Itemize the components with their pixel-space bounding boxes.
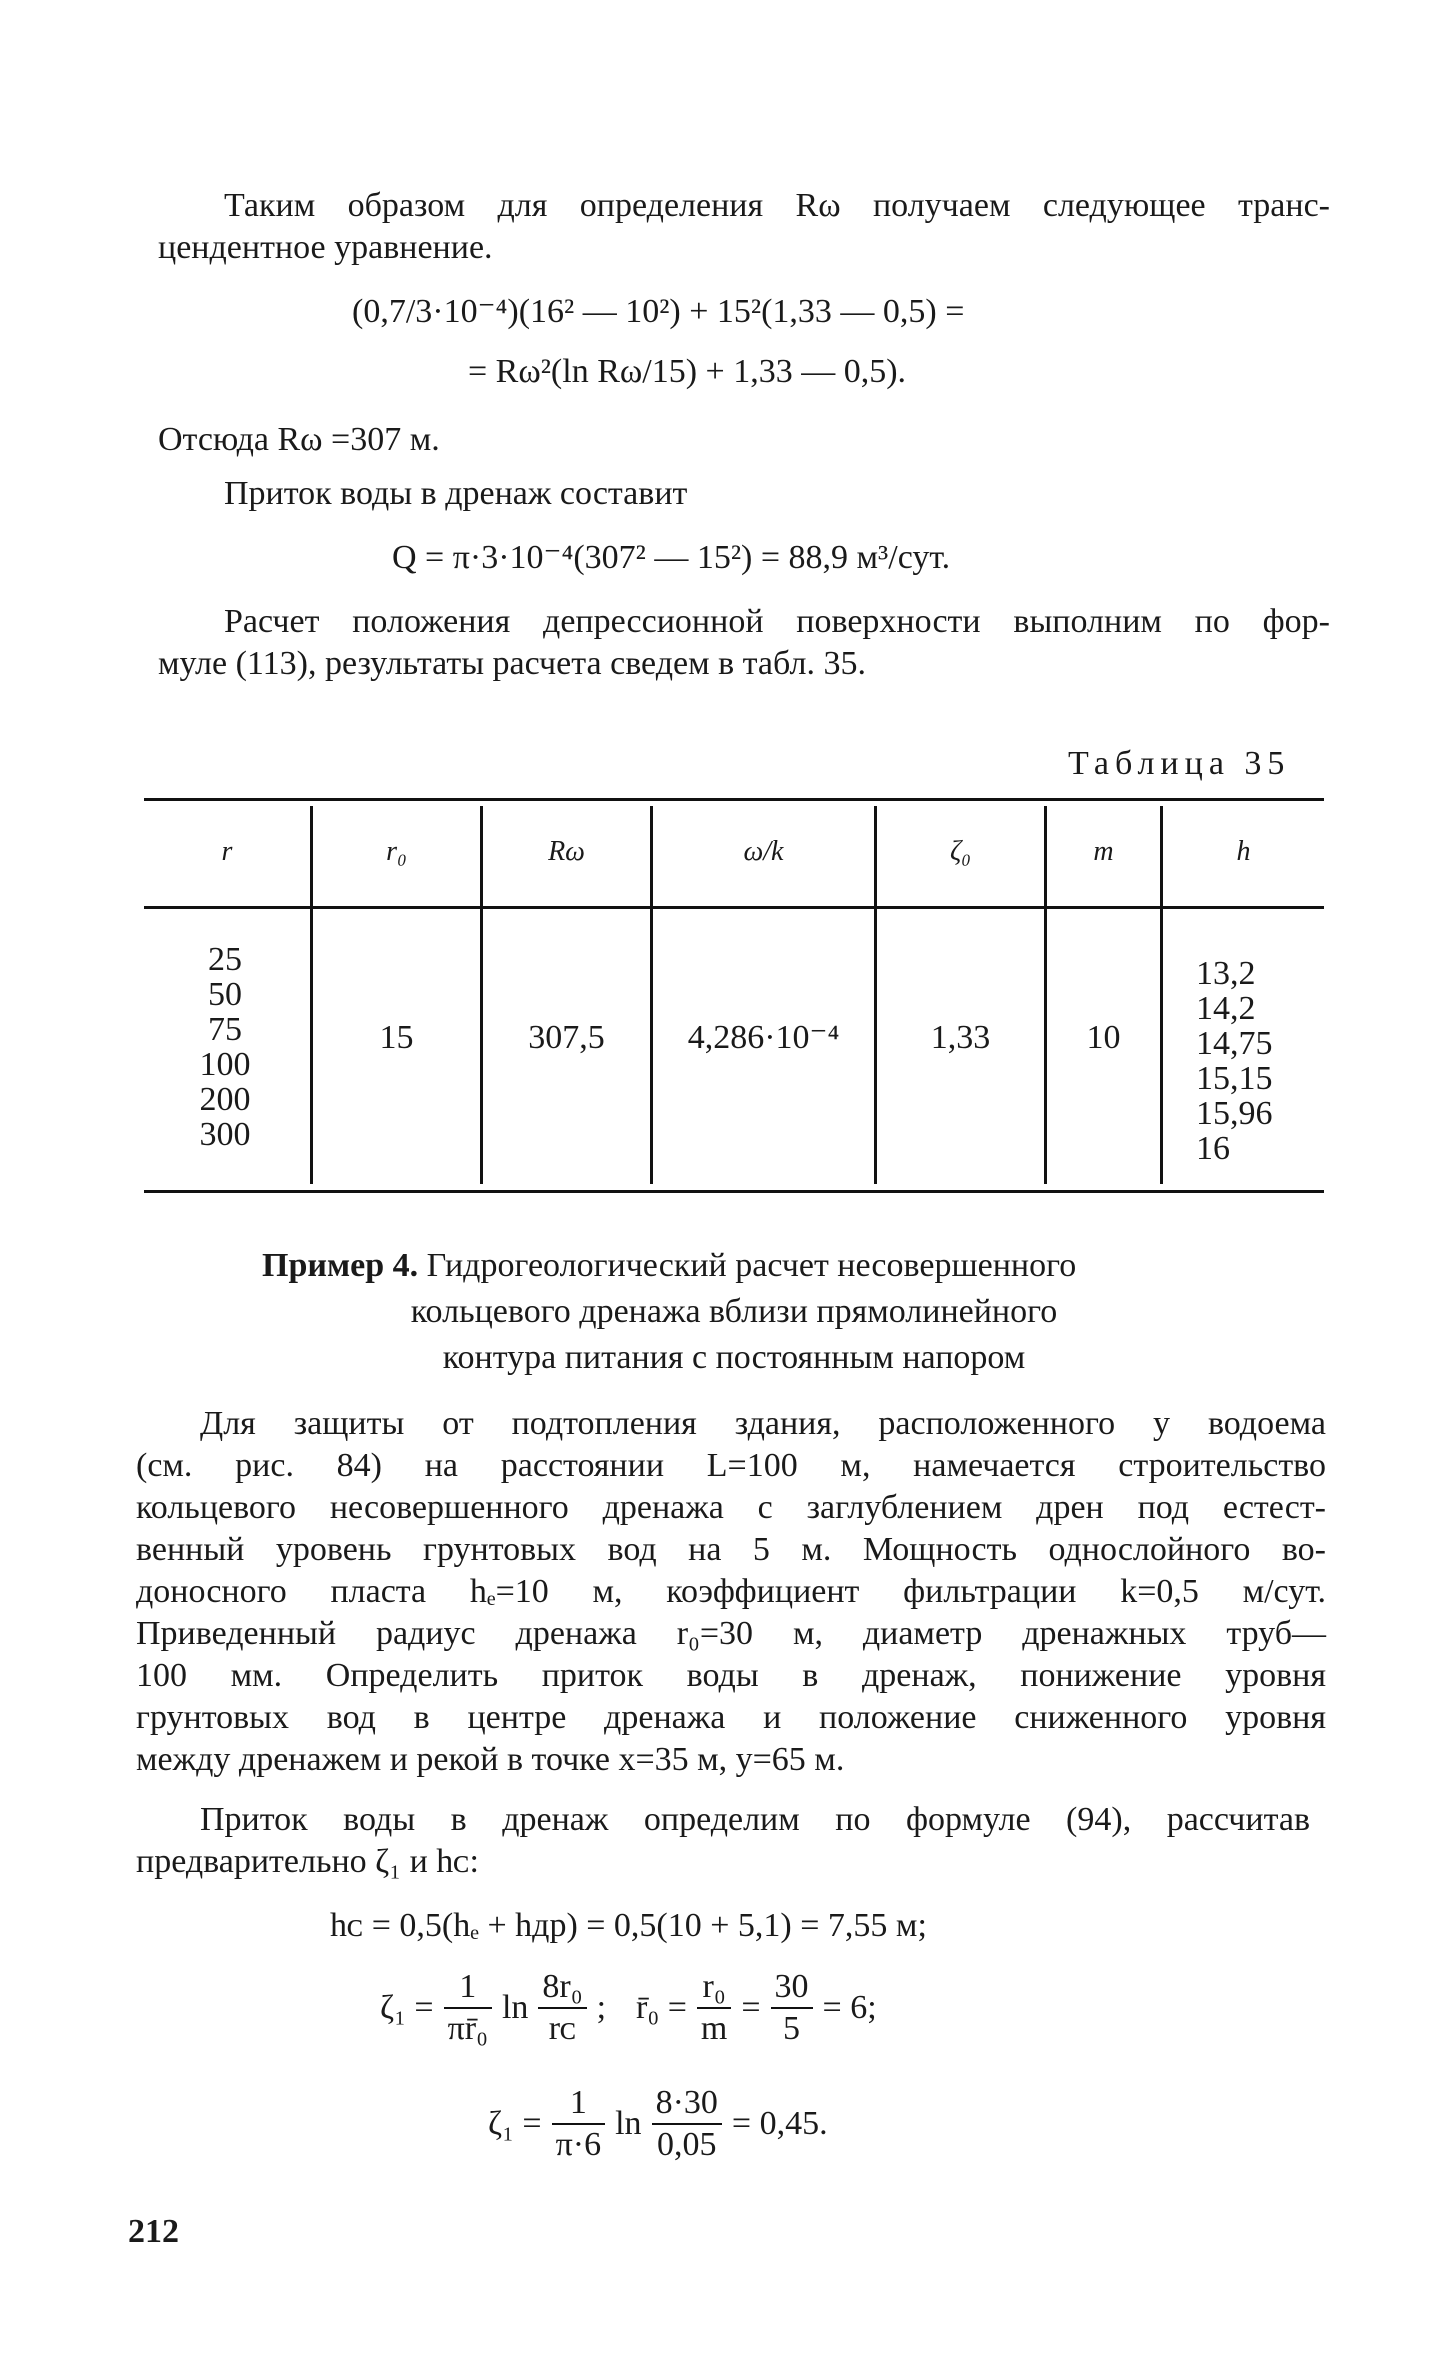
table-cell: 75	[208, 1011, 242, 1048]
table-header-cell: m	[1093, 836, 1114, 867]
equation-text: = 0,45.	[731, 2105, 828, 2142]
table-cell-m: 10	[1086, 1019, 1121, 1056]
table-header-rule	[144, 906, 1324, 909]
result-line: Отсюда Rω =307 м.	[158, 421, 440, 458]
table-caption: Таблица 35	[1068, 745, 1291, 782]
page-number: 212	[128, 2213, 179, 2250]
paragraph-line: предварительно ζ₁ и hᴄ:	[136, 1843, 479, 1880]
paragraph-line: 100 мм. Определить приток воды в дренаж, понижение уровня	[136, 1657, 1326, 1694]
table-cell: 14,75	[1196, 1025, 1273, 1062]
fraction-denominator: 5	[783, 2010, 801, 2047]
equation-line: Q = π·3·10⁻⁴(307² — 15²) = 88,9 м³/сут.	[392, 539, 951, 576]
table-cell: 15,96	[1196, 1095, 1273, 1132]
fraction-numerator: 1	[552, 2083, 606, 2125]
fraction-denominator: 0,05	[656, 2126, 717, 2163]
table-cell: 13,2	[1196, 955, 1256, 992]
table-cell: 16	[1196, 1130, 1230, 1167]
example-title: кольцевого дренажа вблизи прямолинейного	[410, 1293, 1058, 1330]
table-header-cell: ω/k	[743, 836, 784, 867]
paragraph-line: между дренажем и рекой в точке x=35 м, y=65 м.	[136, 1741, 845, 1778]
fraction-numerator: 8r₀	[538, 1967, 586, 2009]
fraction-denominator: m	[700, 2010, 728, 2047]
equation-zeta-result	[488, 2076, 828, 2172]
equation-line: (0,7/3·10⁻⁴)(16² — 10²) + 15²(1,33 — 0,5) =	[352, 293, 965, 330]
table-column-h	[1196, 956, 1296, 1166]
paragraph-line: Расчет положения депрессионной поверхности выполним по фор-	[224, 603, 1330, 640]
equation-text: r̄₀ =	[636, 1989, 687, 2026]
equation-text: = 6;	[822, 1989, 877, 2026]
table-cell: 14,2	[1196, 990, 1256, 1027]
paragraph-line: Таким образом для определения Rω получаем следующее транс-	[224, 187, 1330, 224]
table-cell: 15,15	[1196, 1060, 1273, 1097]
fraction	[652, 2083, 722, 2165]
equation-text: =	[741, 1989, 761, 2026]
paragraph-line: муле (113), результаты расчета сведем в табл. 35.	[158, 645, 866, 682]
table-header-cell: h	[1236, 836, 1251, 867]
table-cell: 50	[208, 976, 242, 1013]
table-cell: 25	[208, 941, 242, 978]
example-label: Пример 4.	[262, 1247, 419, 1284]
paragraph-line: кольцевого несовершенного дренажа с заглублением дрен под естест-	[136, 1489, 1326, 1526]
example-heading	[262, 1246, 1076, 1286]
fraction-denominator: π·6	[555, 2126, 602, 2163]
table-header-cell: r	[221, 836, 233, 867]
fraction	[771, 1967, 813, 2049]
table-cell: 200	[199, 1081, 251, 1118]
fraction-numerator: 1	[444, 1967, 492, 2009]
paragraph-line: Приведенный радиус дренажа r₀=30 м, диаметр дренажных труб—	[136, 1615, 1326, 1652]
equation-text: ζ₁ =	[488, 2105, 542, 2142]
table-bottom-rule	[144, 1190, 1324, 1193]
fraction-denominator: rᴄ	[548, 2010, 577, 2047]
equation-zeta-definition	[380, 1960, 877, 2056]
example-title: контура питания с постоянным напором	[442, 1339, 1026, 1376]
fraction-numerator: r₀	[697, 1967, 731, 2009]
equation-text: ln	[501, 1989, 529, 2026]
paragraph-line: венный уровень грунтовых вод на 5 м. Мощность однослойного во-	[136, 1531, 1326, 1568]
paragraph-line: доносного пласта hₑ=10 м, коэффициент фильтрации k=0,5 м/сут.	[136, 1573, 1326, 1610]
fraction	[444, 1967, 492, 2049]
table-cell-omega-k: 4,286·10⁻⁴	[687, 1019, 840, 1056]
fraction-denominator: πr̄₀	[447, 2010, 488, 2047]
equation-text: ln	[615, 2105, 642, 2142]
table-cell: 300	[199, 1116, 251, 1153]
paragraph-line: Для защиты от подтопления здания, расположенного у водоема	[200, 1405, 1326, 1442]
equation-line: = Rω²(ln Rω/15) + 1,33 — 0,5).	[468, 353, 907, 390]
fraction	[538, 1967, 586, 2049]
paragraph-line: Приток воды в дренаж определим по формуле (94), рассчитав	[200, 1801, 1310, 1838]
fraction-numerator: 8·30	[652, 2083, 722, 2125]
example-title: Гидрогеологический расчет несовершенного	[426, 1247, 1077, 1284]
table-top-rule	[144, 798, 1324, 801]
table-cell-r0: 15	[379, 1019, 414, 1056]
table-header-cell: r₀	[386, 836, 407, 867]
paragraph-line: (см. рис. 84) на расстоянии L=100 м, намечается строительство	[136, 1447, 1326, 1484]
fraction-numerator: 30	[771, 1967, 813, 2009]
fraction	[552, 2083, 606, 2165]
table-header-cell: ζ₀	[949, 836, 972, 867]
table-column-r	[180, 942, 270, 1152]
equation-text: ;	[596, 1989, 607, 2026]
equation-line: hᴄ = 0,5(hₑ + hдр) = 0,5(10 + 5,1) = 7,55 м;	[330, 1907, 927, 1944]
table-cell-zeta0: 1,33	[930, 1019, 991, 1056]
paragraph-line: цендентное уравнение.	[158, 229, 493, 266]
paragraph-line: Приток воды в дренаж составит	[224, 475, 688, 512]
paragraph-line: грунтовых вод в центре дренажа и положение сниженного уровня	[136, 1699, 1326, 1736]
table-cell: 100	[199, 1046, 251, 1083]
fraction	[697, 1967, 731, 2049]
equation-text: ζ₁ =	[380, 1989, 434, 2026]
table-header-cell: Rω	[548, 836, 585, 867]
table-cell-R-omega: 307,5	[528, 1019, 605, 1056]
